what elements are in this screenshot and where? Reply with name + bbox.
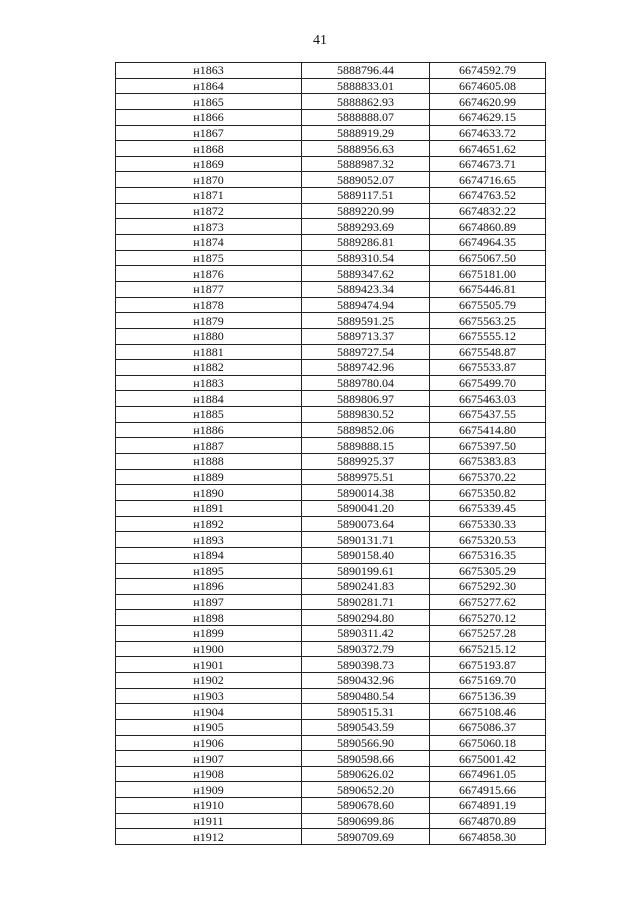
point-id-cell: н1890 bbox=[116, 485, 302, 501]
point-id-cell: н1907 bbox=[116, 751, 302, 767]
y-coordinate-cell: 6674891.19 bbox=[430, 798, 546, 814]
table-row bbox=[116, 407, 546, 423]
table-row bbox=[116, 751, 546, 767]
y-coordinate-cell: 6675193.87 bbox=[430, 657, 546, 673]
y-coordinate-cell: 6674832.22 bbox=[430, 203, 546, 219]
y-coordinate-cell: 6675499.70 bbox=[430, 375, 546, 391]
y-coordinate-cell: 6674629.15 bbox=[430, 109, 546, 125]
y-coordinate-cell: 6674860.89 bbox=[430, 219, 546, 235]
table-row bbox=[116, 641, 546, 657]
table-row bbox=[116, 547, 546, 563]
x-coordinate-cell: 5890566.90 bbox=[302, 735, 430, 751]
table-row bbox=[116, 250, 546, 266]
table-row bbox=[116, 532, 546, 548]
table-row bbox=[116, 328, 546, 344]
table-row bbox=[116, 281, 546, 297]
table-row bbox=[116, 798, 546, 814]
point-id-cell: н1912 bbox=[116, 829, 302, 845]
y-coordinate-cell: 6675108.46 bbox=[430, 704, 546, 720]
point-id-cell: н1872 bbox=[116, 203, 302, 219]
table-row bbox=[116, 688, 546, 704]
point-id-cell: н1903 bbox=[116, 688, 302, 704]
y-coordinate-cell: 6674633.72 bbox=[430, 125, 546, 141]
x-coordinate-cell: 5889591.25 bbox=[302, 313, 430, 329]
x-coordinate-cell: 5888796.44 bbox=[302, 63, 430, 79]
y-coordinate-cell: 6675339.45 bbox=[430, 500, 546, 516]
point-id-cell: н1900 bbox=[116, 641, 302, 657]
y-coordinate-cell: 6675169.70 bbox=[430, 672, 546, 688]
y-coordinate-cell: 6675463.03 bbox=[430, 391, 546, 407]
x-coordinate-cell: 5890652.20 bbox=[302, 782, 430, 798]
x-coordinate-cell: 5889117.51 bbox=[302, 188, 430, 204]
table-row bbox=[116, 500, 546, 516]
x-coordinate-cell: 5890131.71 bbox=[302, 532, 430, 548]
x-coordinate-cell: 5888919.29 bbox=[302, 125, 430, 141]
y-coordinate-cell: 6675215.12 bbox=[430, 641, 546, 657]
x-coordinate-cell: 5889310.54 bbox=[302, 250, 430, 266]
y-coordinate-cell: 6675305.29 bbox=[430, 563, 546, 579]
y-coordinate-cell: 6674964.35 bbox=[430, 235, 546, 251]
point-id-cell: н1911 bbox=[116, 813, 302, 829]
x-coordinate-cell: 5890598.66 bbox=[302, 751, 430, 767]
x-coordinate-cell: 5888956.63 bbox=[302, 141, 430, 157]
point-id-cell: н1901 bbox=[116, 657, 302, 673]
point-id-cell: н1868 bbox=[116, 141, 302, 157]
point-id-cell: н1870 bbox=[116, 172, 302, 188]
table-row bbox=[116, 657, 546, 673]
x-coordinate-cell: 5889830.52 bbox=[302, 407, 430, 423]
table-row bbox=[116, 516, 546, 532]
table-row bbox=[116, 360, 546, 376]
point-id-cell: н1905 bbox=[116, 719, 302, 735]
table-row bbox=[116, 454, 546, 470]
y-coordinate-cell: 6674858.30 bbox=[430, 829, 546, 845]
table-row bbox=[116, 782, 546, 798]
table-row bbox=[116, 469, 546, 485]
x-coordinate-cell: 5888888.07 bbox=[302, 109, 430, 125]
y-coordinate-cell: 6675548.87 bbox=[430, 344, 546, 360]
point-id-cell: н1906 bbox=[116, 735, 302, 751]
point-id-cell: н1877 bbox=[116, 281, 302, 297]
table-row bbox=[116, 344, 546, 360]
x-coordinate-cell: 5888987.32 bbox=[302, 156, 430, 172]
table-row bbox=[116, 297, 546, 313]
point-id-cell: н1889 bbox=[116, 469, 302, 485]
point-id-cell: н1909 bbox=[116, 782, 302, 798]
point-id-cell: н1881 bbox=[116, 344, 302, 360]
x-coordinate-cell: 5890311.42 bbox=[302, 626, 430, 642]
y-coordinate-cell: 6674870.89 bbox=[430, 813, 546, 829]
y-coordinate-cell: 6675370.22 bbox=[430, 469, 546, 485]
table-row bbox=[116, 672, 546, 688]
point-id-cell: н1873 bbox=[116, 219, 302, 235]
table-row bbox=[116, 219, 546, 235]
x-coordinate-cell: 5889423.34 bbox=[302, 281, 430, 297]
point-id-cell: н1898 bbox=[116, 610, 302, 626]
point-id-cell: н1908 bbox=[116, 766, 302, 782]
point-id-cell: н1887 bbox=[116, 438, 302, 454]
x-coordinate-cell: 5890073.64 bbox=[302, 516, 430, 532]
table-row bbox=[116, 141, 546, 157]
point-id-cell: н1897 bbox=[116, 594, 302, 610]
y-coordinate-cell: 6675383.83 bbox=[430, 454, 546, 470]
x-coordinate-cell: 5889220.99 bbox=[302, 203, 430, 219]
y-coordinate-cell: 6675001.42 bbox=[430, 751, 546, 767]
x-coordinate-cell: 5890372.79 bbox=[302, 641, 430, 657]
x-coordinate-cell: 5889474.94 bbox=[302, 297, 430, 313]
table-row bbox=[116, 94, 546, 110]
y-coordinate-cell: 6675446.81 bbox=[430, 281, 546, 297]
x-coordinate-cell: 5890709.69 bbox=[302, 829, 430, 845]
table-row bbox=[116, 579, 546, 595]
y-coordinate-cell: 6675060.18 bbox=[430, 735, 546, 751]
x-coordinate-cell: 5889052.07 bbox=[302, 172, 430, 188]
y-coordinate-cell: 6675067.50 bbox=[430, 250, 546, 266]
x-coordinate-cell: 5889347.62 bbox=[302, 266, 430, 282]
x-coordinate-cell: 5889852.06 bbox=[302, 422, 430, 438]
x-coordinate-cell: 5889742.96 bbox=[302, 360, 430, 376]
y-coordinate-cell: 6675277.62 bbox=[430, 594, 546, 610]
point-id-cell: н1878 bbox=[116, 297, 302, 313]
y-coordinate-cell: 6674716.65 bbox=[430, 172, 546, 188]
x-coordinate-cell: 5890241.83 bbox=[302, 579, 430, 595]
point-id-cell: н1880 bbox=[116, 328, 302, 344]
y-coordinate-cell: 6675320.53 bbox=[430, 532, 546, 548]
point-id-cell: н1867 bbox=[116, 125, 302, 141]
point-id-cell: н1886 bbox=[116, 422, 302, 438]
table-row bbox=[116, 719, 546, 735]
y-coordinate-cell: 6675563.25 bbox=[430, 313, 546, 329]
x-coordinate-cell: 5889925.37 bbox=[302, 454, 430, 470]
y-coordinate-cell: 6675350.82 bbox=[430, 485, 546, 501]
point-id-cell: н1871 bbox=[116, 188, 302, 204]
coordinates-table bbox=[115, 62, 546, 845]
point-id-cell: н1896 bbox=[116, 579, 302, 595]
table-row bbox=[116, 125, 546, 141]
point-id-cell: н1904 bbox=[116, 704, 302, 720]
y-coordinate-cell: 6675086.37 bbox=[430, 719, 546, 735]
x-coordinate-cell: 5889727.54 bbox=[302, 344, 430, 360]
y-coordinate-cell: 6675257.28 bbox=[430, 626, 546, 642]
x-coordinate-cell: 5889780.04 bbox=[302, 375, 430, 391]
table-row bbox=[116, 188, 546, 204]
point-id-cell: н1869 bbox=[116, 156, 302, 172]
y-coordinate-cell: 6674763.52 bbox=[430, 188, 546, 204]
point-id-cell: н1902 bbox=[116, 672, 302, 688]
point-id-cell: н1884 bbox=[116, 391, 302, 407]
table-row bbox=[116, 610, 546, 626]
y-coordinate-cell: 6674961.05 bbox=[430, 766, 546, 782]
point-id-cell: н1895 bbox=[116, 563, 302, 579]
table-row bbox=[116, 203, 546, 219]
table-row bbox=[116, 156, 546, 172]
y-coordinate-cell: 6674605.08 bbox=[430, 78, 546, 94]
table-row bbox=[116, 626, 546, 642]
y-coordinate-cell: 6675136.39 bbox=[430, 688, 546, 704]
y-coordinate-cell: 6675316.35 bbox=[430, 547, 546, 563]
table-row bbox=[116, 594, 546, 610]
y-coordinate-cell: 6674620.99 bbox=[430, 94, 546, 110]
table-row bbox=[116, 704, 546, 720]
x-coordinate-cell: 5889975.51 bbox=[302, 469, 430, 485]
x-coordinate-cell: 5890041.20 bbox=[302, 500, 430, 516]
table-row bbox=[116, 829, 546, 845]
x-coordinate-cell: 5890281.71 bbox=[302, 594, 430, 610]
point-id-cell: н1885 bbox=[116, 407, 302, 423]
table-row bbox=[116, 63, 546, 79]
point-id-cell: н1893 bbox=[116, 532, 302, 548]
x-coordinate-cell: 5890014.38 bbox=[302, 485, 430, 501]
x-coordinate-cell: 5888833.01 bbox=[302, 78, 430, 94]
y-coordinate-cell: 6675397.50 bbox=[430, 438, 546, 454]
x-coordinate-cell: 5890480.54 bbox=[302, 688, 430, 704]
x-coordinate-cell: 5890626.02 bbox=[302, 766, 430, 782]
table-row bbox=[116, 266, 546, 282]
table-row bbox=[116, 235, 546, 251]
table-row bbox=[116, 766, 546, 782]
point-id-cell: н1888 bbox=[116, 454, 302, 470]
x-coordinate-cell: 5889286.81 bbox=[302, 235, 430, 251]
table-row bbox=[116, 172, 546, 188]
table-row bbox=[116, 313, 546, 329]
x-coordinate-cell: 5890294.80 bbox=[302, 610, 430, 626]
table-row bbox=[116, 485, 546, 501]
table-row bbox=[116, 375, 546, 391]
x-coordinate-cell: 5890678.60 bbox=[302, 798, 430, 814]
point-id-cell: н1894 bbox=[116, 547, 302, 563]
point-id-cell: н1892 bbox=[116, 516, 302, 532]
y-coordinate-cell: 6675555.12 bbox=[430, 328, 546, 344]
y-coordinate-cell: 6675414.80 bbox=[430, 422, 546, 438]
point-id-cell: н1882 bbox=[116, 360, 302, 376]
point-id-cell: н1864 bbox=[116, 78, 302, 94]
x-coordinate-cell: 5888862.93 bbox=[302, 94, 430, 110]
table-row bbox=[116, 813, 546, 829]
page-number: 41 bbox=[313, 33, 327, 48]
y-coordinate-cell: 6674915.66 bbox=[430, 782, 546, 798]
point-id-cell: н1865 bbox=[116, 94, 302, 110]
x-coordinate-cell: 5889806.97 bbox=[302, 391, 430, 407]
y-coordinate-cell: 6674592.79 bbox=[430, 63, 546, 79]
y-coordinate-cell: 6675533.87 bbox=[430, 360, 546, 376]
y-coordinate-cell: 6674673.71 bbox=[430, 156, 546, 172]
x-coordinate-cell: 5890515.31 bbox=[302, 704, 430, 720]
table-row bbox=[116, 438, 546, 454]
x-coordinate-cell: 5889888.15 bbox=[302, 438, 430, 454]
x-coordinate-cell: 5889713.37 bbox=[302, 328, 430, 344]
table-row bbox=[116, 109, 546, 125]
x-coordinate-cell: 5890199.61 bbox=[302, 563, 430, 579]
point-id-cell: н1863 bbox=[116, 63, 302, 79]
x-coordinate-cell: 5890543.59 bbox=[302, 719, 430, 735]
point-id-cell: н1891 bbox=[116, 500, 302, 516]
y-coordinate-cell: 6674651.62 bbox=[430, 141, 546, 157]
y-coordinate-cell: 6675270.12 bbox=[430, 610, 546, 626]
y-coordinate-cell: 6675505.79 bbox=[430, 297, 546, 313]
y-coordinate-cell: 6675330.33 bbox=[430, 516, 546, 532]
point-id-cell: н1866 bbox=[116, 109, 302, 125]
point-id-cell: н1910 bbox=[116, 798, 302, 814]
x-coordinate-cell: 5889293.69 bbox=[302, 219, 430, 235]
point-id-cell: н1876 bbox=[116, 266, 302, 282]
point-id-cell: н1879 bbox=[116, 313, 302, 329]
table-row bbox=[116, 563, 546, 579]
coordinates-table-body bbox=[116, 63, 546, 845]
y-coordinate-cell: 6675181.00 bbox=[430, 266, 546, 282]
x-coordinate-cell: 5890398.73 bbox=[302, 657, 430, 673]
y-coordinate-cell: 6675437.55 bbox=[430, 407, 546, 423]
point-id-cell: н1874 bbox=[116, 235, 302, 251]
table-row bbox=[116, 422, 546, 438]
table-row bbox=[116, 735, 546, 751]
x-coordinate-cell: 5890699.86 bbox=[302, 813, 430, 829]
x-coordinate-cell: 5890432.96 bbox=[302, 672, 430, 688]
table-row bbox=[116, 391, 546, 407]
point-id-cell: н1875 bbox=[116, 250, 302, 266]
y-coordinate-cell: 6675292.30 bbox=[430, 579, 546, 595]
point-id-cell: н1883 bbox=[116, 375, 302, 391]
x-coordinate-cell: 5890158.40 bbox=[302, 547, 430, 563]
table-row bbox=[116, 78, 546, 94]
point-id-cell: н1899 bbox=[116, 626, 302, 642]
